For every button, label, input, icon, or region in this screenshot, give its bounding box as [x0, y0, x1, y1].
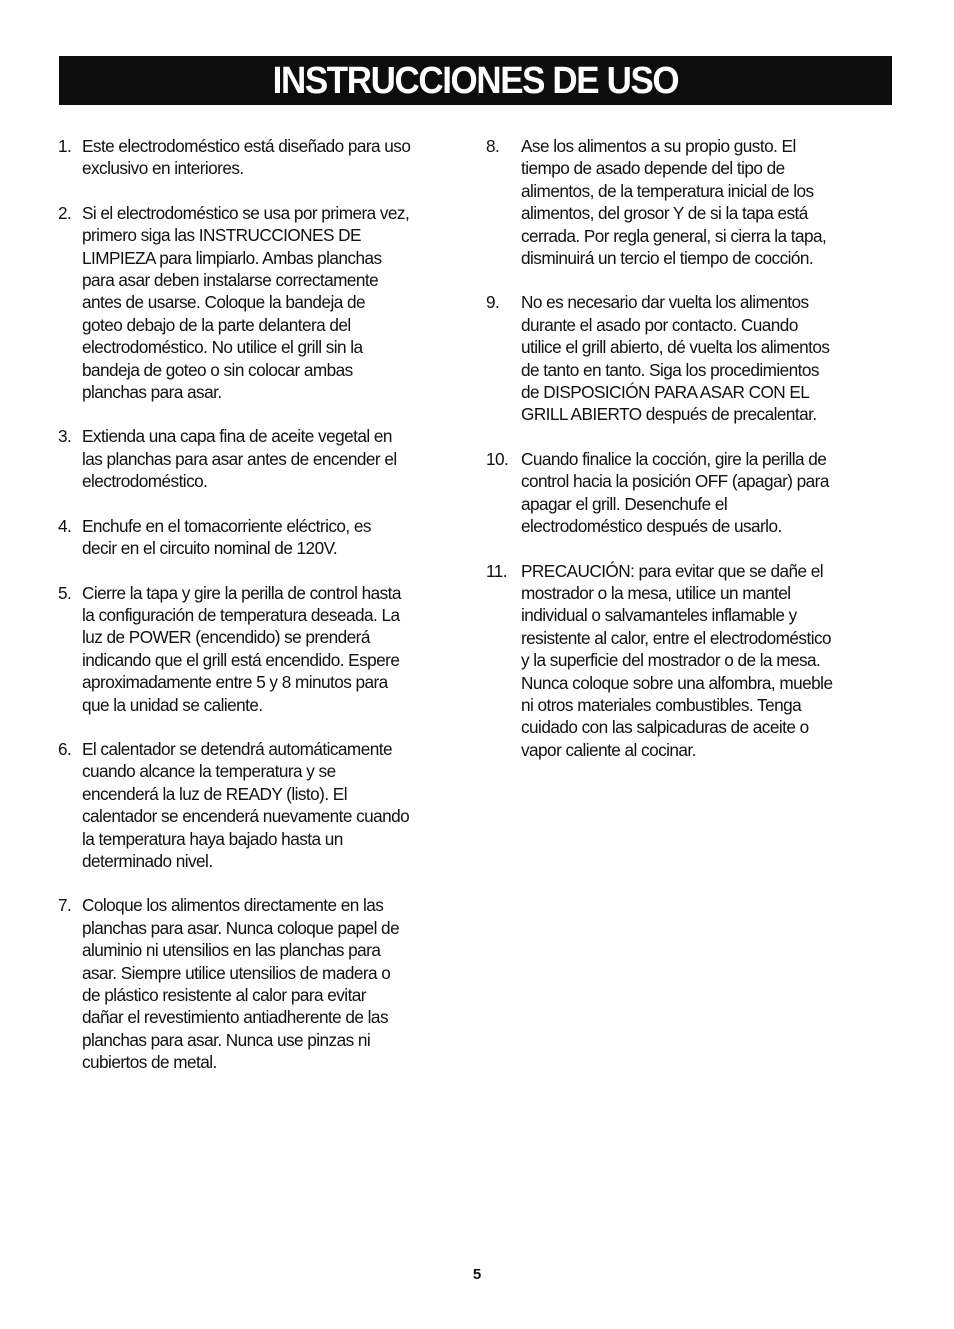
page-number: 5	[472, 1266, 482, 1283]
item-text: Cierre la tapa y gire la perilla de control hasta la configuración de temperatura deseada. La luz de POWER (encendido) se prenderá indicando que el grill está encendido. Espere aproximadamente entre 5 y 8 minutos para que la unidad se caliente.	[82, 582, 401, 715]
instruction-item-3	[58, 425, 478, 492]
instruction-item-10	[486, 448, 906, 538]
item-number: 9.	[486, 292, 500, 313]
instruction-item-11	[486, 560, 906, 762]
item-text: El calentador se detendrá automáticamente cuando alcance la temperatura y se encenderá la luz de READY (listo). El calentador se encenderá nuevamente cuando la temperatura haya bajado hasta un determinado nivel.	[82, 738, 410, 871]
item-number: 10.	[486, 448, 509, 469]
instruction-item-4	[58, 515, 478, 560]
item-text: Cuando finalice la cocción, gire la perilla de control hacia la posición OFF (apagar) para apagar el grill. Desenchufe el electrodoméstico después de usarlo.	[521, 448, 829, 537]
item-text: Este electrodoméstico está diseñado para uso exclusivo en interiores.	[82, 136, 411, 179]
instruction-item-9	[486, 291, 906, 425]
item-number: 3.	[58, 426, 72, 447]
instruction-item-1	[58, 135, 478, 180]
item-text: Enchufe en el tomacorriente eléctrico, es decir en el circuito nominal de 120V.	[82, 515, 371, 559]
item-text: Ase los alimentos a su propio gusto. El tiempo de asado depende del tipo de alimentos, de la temperatura inicial de los alimentos, del grosor Y de si la tapa está cerrada. Por regla general, si cierra la tapa, disminuirá un tercio el tiempo de cocción.	[521, 136, 827, 269]
item-number: 5.	[58, 582, 72, 603]
item-number: 1.	[58, 136, 72, 156]
title-banner	[59, 56, 892, 105]
instruction-item-7	[58, 894, 478, 1073]
item-text: Extienda una capa fina de aceite vegetal en las planchas para asar antes de encender el electrodoméstico.	[82, 426, 397, 492]
left-column	[58, 135, 478, 1096]
instruction-item-8	[486, 135, 906, 269]
item-number: 7.	[58, 895, 72, 916]
instruction-item-5	[58, 582, 478, 716]
page-title: INSTRUCCIONES DE USO	[272, 59, 679, 102]
item-number: 4.	[58, 515, 72, 536]
instruction-item-2	[58, 202, 478, 404]
item-number: 8.	[486, 136, 500, 156]
item-number: 11.	[486, 560, 507, 581]
item-number: 6.	[58, 738, 72, 759]
item-number: 2.	[58, 202, 72, 223]
instruction-item-6	[58, 738, 478, 872]
item-text: PRECAUCIÓN: para evitar que se dañe el mostrador o la mesa, utilice un mantel individual o salvamanteles inflamable y resistente al calor, entre el electrodoméstico y la superficie del mostrador o de la mesa. Nunca coloque sobre una alfombra, mueble ni otros materiales combustibles. Tenga cuidado con las salpicaduras de aceite o vapor caliente al cocinar.	[521, 560, 833, 760]
item-text: Coloque los alimentos directamente en las planchas para asar. Nunca coloque papel de aluminio ni utensilios en las planchas para asar. Siempre utilice utensilios de madera o de plástico resistente al calor para evitar dañar el revestimiento antiadherente de las planchas para asar. Nunca use pinzas ni cubiertos de metal.	[82, 895, 400, 1073]
right-column	[486, 135, 906, 783]
item-text: No es necesario dar vuelta los alimentos durante el asado por contacto. Cuando utilice el grill abierto, dé vuelta los alimentos de tanto en tanto. Siga los procedimientos de DISPOSICIÓN PARA ASAR CON EL GRILL ABIERTO después de precalentar.	[521, 292, 830, 425]
item-text: Si el electrodoméstico se usa por primera vez, primero siga las INSTRUCCIONES DE LIMPIEZA para limpiarlo. Ambas planchas para asar deben instalarse correctamente antes de usarse. Coloque la bandeja de goteo debajo de la parte delantera del electrodoméstico. No utilice el grill sin la bandeja de goteo o sin colocar ambas planchas para asar.	[82, 202, 410, 403]
